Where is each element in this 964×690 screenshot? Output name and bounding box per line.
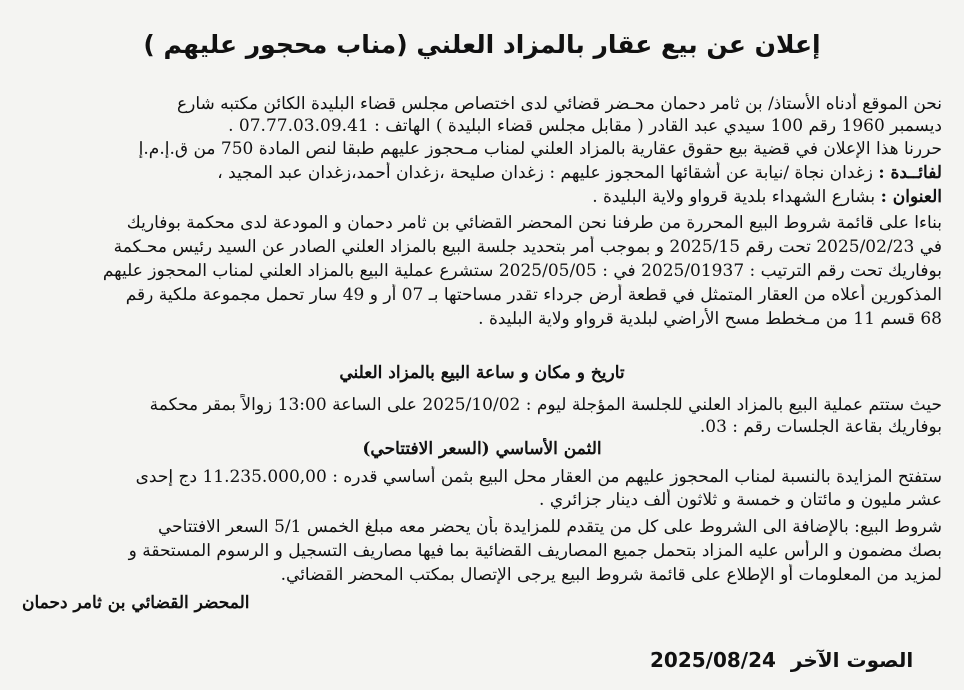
price-line-1: ستفتح المزايدة بالنسبة لمناب المحجوز عليهم من العقار محل البيع بثمن أساسي قدره : 11.235.000,00 دج إحدى xyxy=(135,467,942,487)
body-line-1: بناءا على قائمة شروط البيع المحررة من طرفنا نحن المحضر القضائي بن ثامر دحمان و المودعة لدى محكمة بوفاريك xyxy=(126,213,942,233)
conditions-line-1: شروط البيع: بالإضافة الى الشروط على كل من يتقدم للمزايدة بأن يحضر معه مبلغ الخمس 5/1 السعر الافتتاحي xyxy=(157,517,942,537)
signature: المحضر القضائي بن ثامر دحمان xyxy=(22,593,250,613)
announcement-title: إعلان عن بيع عقار بالمزاد العلني (مناب محجور عليهم ) xyxy=(143,30,821,59)
footer xyxy=(650,648,913,672)
footer-date: 2025/08/24 xyxy=(650,648,776,672)
beneficiary-line xyxy=(24,162,942,184)
address-label: العنوان : xyxy=(880,187,942,207)
address-line xyxy=(24,186,942,208)
intro-line-1: نحن الموقع أدناه الأستاذ/ بن ثامر دحمان محـضر قضائي لدى اختصاص مجلس قضاء البليدة الكائن مكتبه شارع xyxy=(176,94,942,114)
sale-date-line-2: بوفاريك بقاعة الجلسات رقم : 03. xyxy=(699,417,942,437)
sale-date-line-1: حيث ستتم عملية البيع بالمزاد العلني للجلسة المؤجلة ليوم : 2025/10/02 على الساعة 13:00 زوالاً بمقر محكمة xyxy=(149,395,942,415)
body-line-2: في 2025/02/23 تحت رقم 2025/15 و بموجب أمر بتحديد جلسة البيع بالمزاد العلني الصادر عن السيد رئيس محـكمة xyxy=(113,237,942,257)
intro-line-2: ديسمبر 1960 رقم 100 سيدي عبد القادر ( مقابل مجلس قضاء البليدة ) الهاتف : 07.77.03.09.41 . xyxy=(228,116,942,136)
price-line-2: عشر مليون و مائتان و خمسة و ثلاثون ألف دينار جزائري . xyxy=(539,490,942,510)
address-text: بشارع الشهداء بلدية قرواو ولاية البليدة . xyxy=(592,187,876,207)
beneficiary-label: لفائــدة : xyxy=(878,163,942,183)
section-heading: تاريخ و مكان و ساعة البيع بالمزاد العلني xyxy=(339,363,625,383)
body-line-5: 68 قسم 11 من مـخطط مسح الأراضي لبلدية قرواو ولاية البليدة . xyxy=(478,309,942,329)
newspaper-name: الصوت الآخر xyxy=(790,648,914,672)
price-heading: الثمن الأساسي (السعر الافتتاحي) xyxy=(362,439,602,459)
conditions-line-2: بصك مضمون و الرأس عليه المزاد بتحمل جميع المصاريف القضائية بما فيها مصاريف التسجيل و الرسوم المستحقة و xyxy=(128,541,942,561)
conditions-line-3: لمزيد من المعلومات أو الإطلاع على قائمة شروط البيع يرجى الإتصال بمكتب المحضر القضائي. xyxy=(280,565,942,585)
beneficiary-text: زغدان نجاة /نيابة عن أشقائها المحجوز عليهم : زغدان صليحة ،زغدان أحمد،زغدان عبد المجيد ، xyxy=(217,163,873,183)
intro-line-3: حررنا هذا الإعلان في قضية بيع حقوق عقارية بالمزاد العلني لمناب مـحجوز عليهم طبقا لنص المادة 750 من ق.إ.م.إ xyxy=(138,139,942,159)
body-line-4: المذكورين أعلاه من العقار المتمثل في قطعة أرض جرداء تقدر مساحتها بـ 07 أر و 49 سار تحمل مجموعة ملكية رقم xyxy=(125,285,942,305)
body-line-3: بوفاريك تحت رقم الترتيب : 2025/01937 في : 2025/05/05 ستشرع عملية البيع بالمزاد العلني لمناب المحجوز عليهم xyxy=(102,261,942,281)
